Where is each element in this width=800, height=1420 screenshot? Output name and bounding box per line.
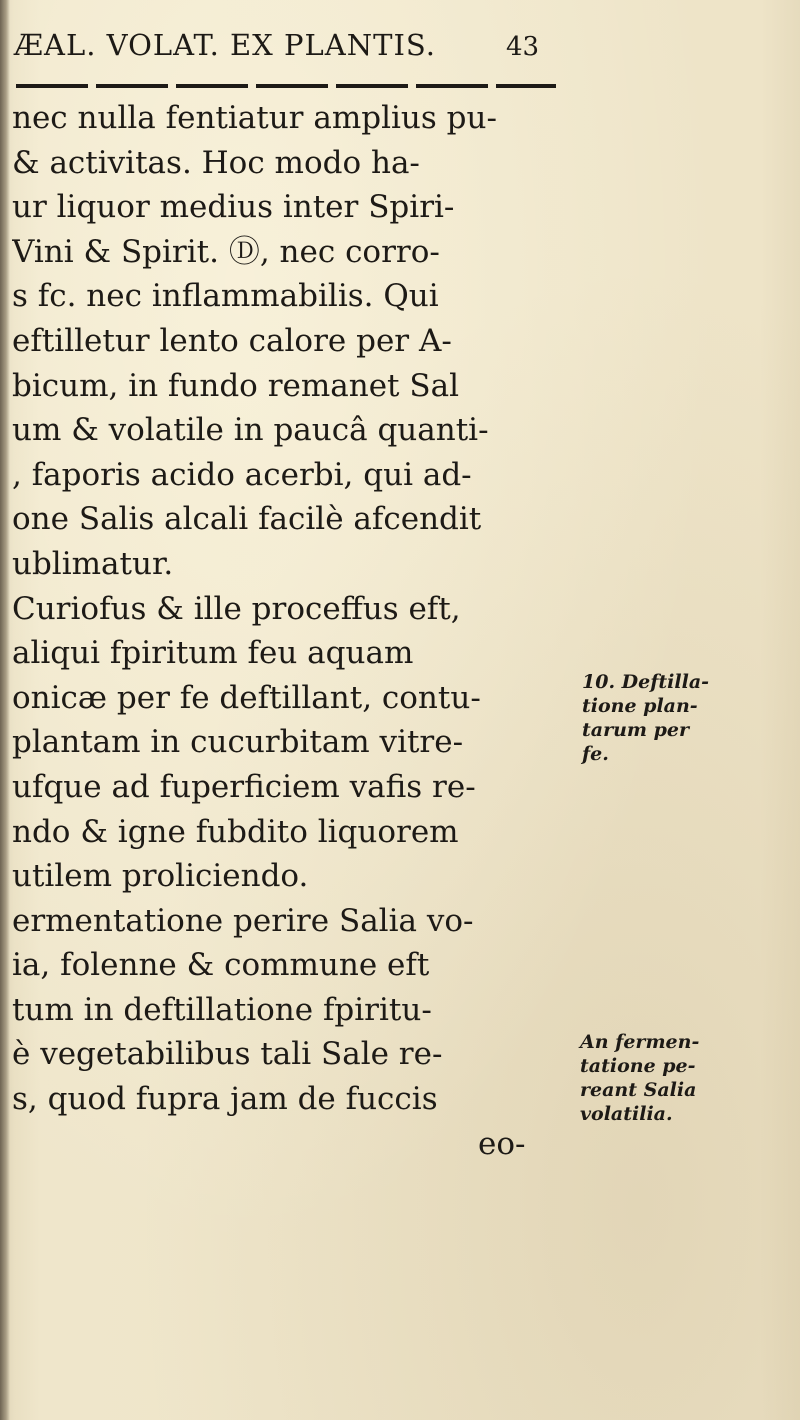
text-line: ia, folenne & commune eft [12, 947, 430, 984]
running-head: ÆAL. VOLAT. EX PLANTIS. [14, 28, 436, 62]
catchword: eo- [478, 1125, 526, 1162]
text-line: ur liquor medius inter Spiri- [12, 189, 455, 226]
header-rule [16, 84, 556, 88]
marginal-note-line: reant Salia [580, 1079, 697, 1101]
text-line: ufque ad fuperficiem vafis re- [12, 768, 476, 805]
main-text-block [12, 96, 582, 1166]
page-number: 43 [506, 32, 540, 62]
text-line: & activitas. Hoc modo ha- [12, 144, 420, 181]
text-line: ermentatione perire Salia vo- [12, 902, 474, 939]
text-line: Curiofus & ille proceffus eft, [12, 590, 461, 627]
text-line: plantam in cucurbitam vitre- [12, 724, 464, 761]
marginal-note-line: tarum per [582, 719, 690, 741]
text-line: Vini & Spirit. Ⓓ, nec corro- [12, 233, 440, 270]
marginal-note-distillation [582, 670, 709, 766]
text-line: aliqui fpiritum feu aquam [12, 635, 414, 672]
page-header [6, 28, 566, 68]
marginal-note-line: tione plan- [582, 695, 698, 717]
text-line: ublimatur. [12, 545, 174, 582]
text-line: s, quod fupra jam de fuccis [12, 1081, 438, 1118]
text-line: um & volatile in paucâ quanti- [12, 412, 489, 449]
marginal-note-line: tatione pe- [580, 1055, 696, 1077]
marginal-note-line: fe. [582, 743, 609, 765]
text-line: one Salis alcali facilè afcendit [12, 501, 482, 538]
text-line: ndo & igne fubdito liquorem [12, 813, 459, 850]
marginal-note-fermentation [580, 1030, 699, 1126]
text-line: eftilletur lento calore per A- [12, 322, 452, 359]
marginal-note-line: 10. Deftilla- [582, 671, 710, 693]
text-line: bicum, in fundo remanet Sal [12, 367, 459, 404]
text-line: s fc. nec inflammabilis. Qui [12, 278, 439, 315]
text-line: nec nulla fentiatur amplius pu- [12, 100, 497, 136]
marginal-note-line: An fermen- [580, 1031, 700, 1053]
text-line: onicæ per fe deftillant, contu- [12, 679, 481, 716]
text-line: è vegetabilibus tali Sale re- [12, 1036, 443, 1073]
marginal-note-line: volatilia. [580, 1103, 673, 1125]
text-line: , faporis acido acerbi, qui ad- [12, 456, 472, 493]
text-line: utilem proliciendo. [12, 858, 309, 895]
text-line: tum in deftillatione fpiritu- [12, 991, 432, 1028]
page-gutter-shadow [0, 0, 10, 1420]
